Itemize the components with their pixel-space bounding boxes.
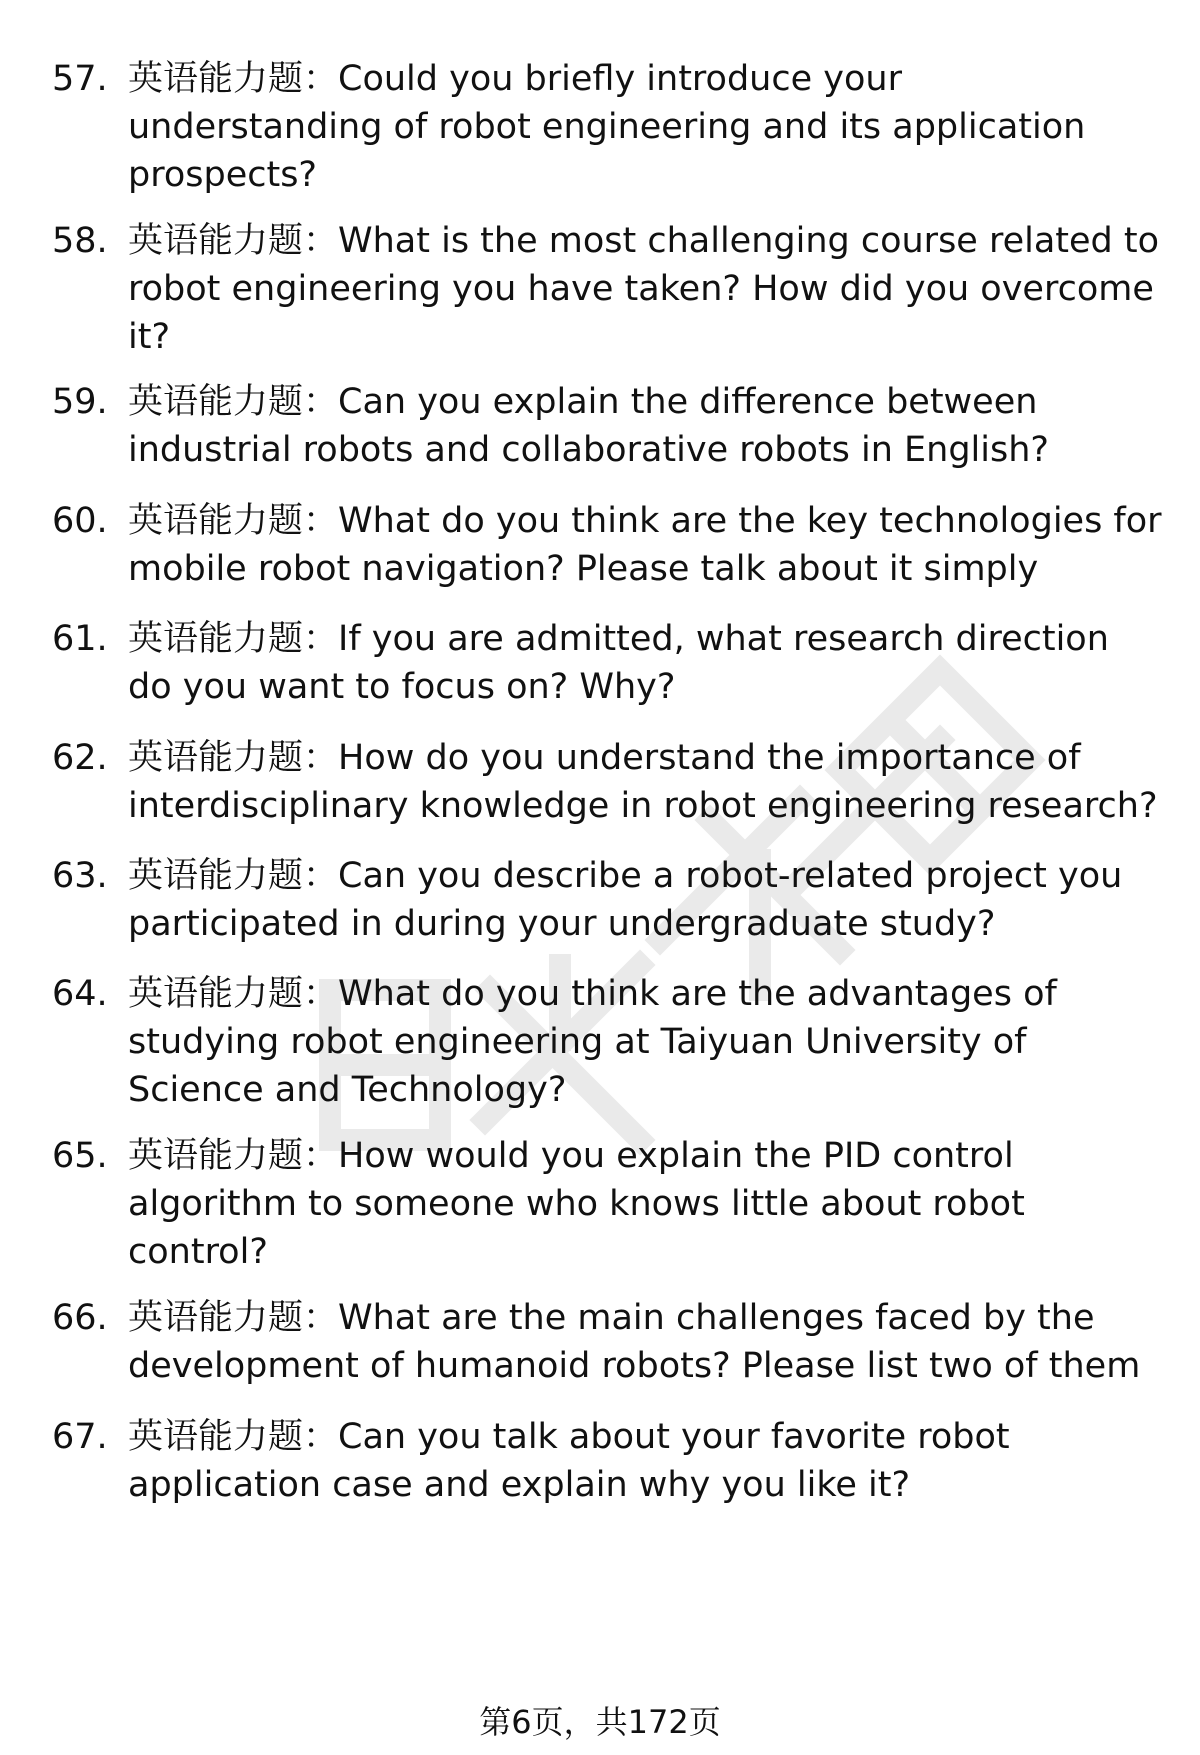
question-number: 58. (52, 221, 108, 261)
question-category: 英语能力题： (128, 1417, 339, 1457)
question-item (52, 852, 1162, 948)
question-number: 63. (52, 856, 108, 896)
question-number: 59. (52, 382, 108, 422)
question-category: 英语能力题： (128, 1298, 339, 1338)
question-number: 57. (52, 59, 108, 99)
question-category: 英语能力题： (128, 382, 339, 422)
question-text: What are the main challenges faced by the development of humanoid robots? Please list two of them (128, 1298, 1141, 1386)
question-text: Can you talk about your favorite robot application case and explain why you like it? (128, 1417, 1010, 1505)
question-number: 66. (52, 1298, 108, 1338)
question-category: 英语能力题： (128, 619, 339, 659)
question-text: If you are admitted, what research direction do you want to focus on? Why? (128, 619, 1109, 707)
question-text: Could you briefly introduce your understanding of robot engineering and its application prospects? (128, 59, 1086, 195)
question-text: How do you understand the importance of interdisciplinary knowledge in robot engineering research? (128, 738, 1158, 826)
question-category: 英语能力题： (128, 501, 339, 541)
question-body (128, 970, 1162, 1114)
question-number: 64. (52, 974, 108, 1014)
question-item (52, 378, 1162, 474)
question-body (128, 1132, 1162, 1276)
question-item (52, 1413, 1162, 1509)
question-number: 65. (52, 1136, 108, 1176)
question-category: 英语能力题： (128, 974, 339, 1014)
page-number: 第6页，共172页 (479, 1703, 721, 1741)
question-body (128, 1413, 1162, 1509)
question-item (52, 217, 1162, 361)
question-item (52, 970, 1162, 1114)
question-category: 英语能力题： (128, 738, 339, 778)
question-item (52, 497, 1162, 593)
question-category: 英语能力题： (128, 221, 339, 261)
question-text: Can you describe a robot-related project you participated in during your undergraduate study? (128, 856, 1123, 944)
question-category: 英语能力题： (128, 1136, 339, 1176)
question-body (128, 734, 1162, 830)
question-number: 60. (52, 501, 108, 541)
question-body (128, 55, 1162, 199)
question-text: What do you think are the advantages of studying robot engineering at Taiyuan University of Science and Technology? (128, 974, 1057, 1110)
question-body (128, 497, 1162, 593)
question-category: 英语能力题： (128, 856, 339, 896)
question-number: 61. (52, 619, 108, 659)
question-item (52, 55, 1162, 199)
question-item (52, 1132, 1162, 1276)
question-item (52, 615, 1162, 711)
question-category: 英语能力题： (128, 59, 339, 99)
question-body (128, 852, 1162, 948)
question-body (128, 1294, 1162, 1390)
question-number: 67. (52, 1417, 108, 1457)
question-item (52, 734, 1162, 830)
question-text: How would you explain the PID control algorithm to someone who knows little about robot control? (128, 1136, 1025, 1272)
question-body (128, 378, 1162, 474)
question-text: Can you explain the difference between industrial robots and collaborative robots in English? (128, 382, 1049, 470)
question-text: What do you think are the key technologies for mobile robot navigation? Please talk about it simply (128, 501, 1162, 589)
question-body (128, 217, 1162, 361)
question-text: What is the most challenging course related to robot engineering you have taken? How did you overcome it? (128, 221, 1160, 357)
question-number: 62. (52, 738, 108, 778)
question-item (52, 1294, 1162, 1390)
question-body (128, 615, 1162, 711)
